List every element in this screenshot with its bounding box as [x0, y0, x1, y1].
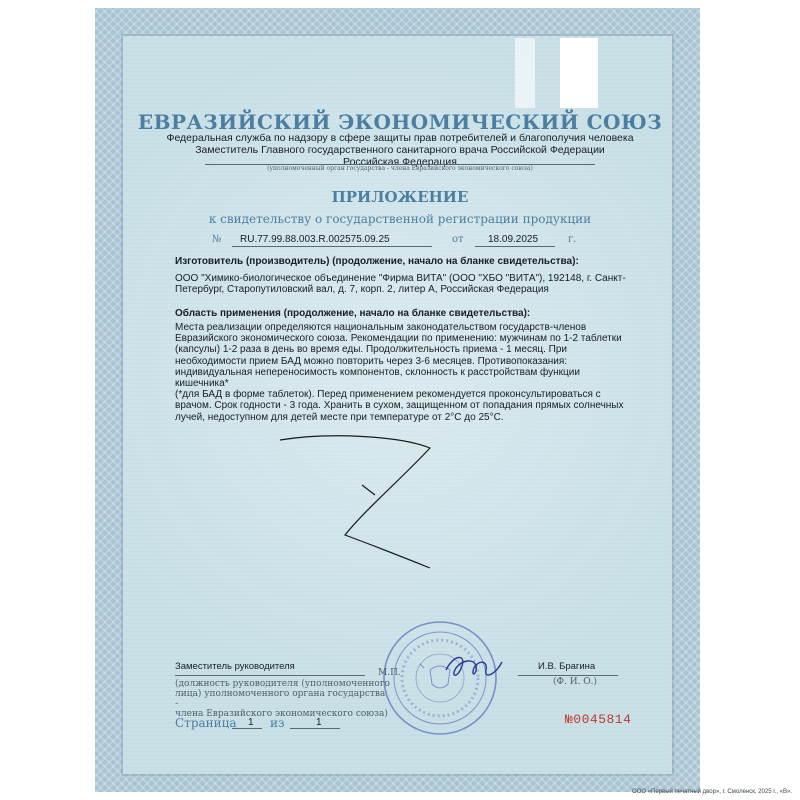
manufacturer-heading: Изготовитель (производитель) (продолжение, начало на бланке свидетельства): [175, 256, 579, 267]
number-label: № [212, 234, 222, 245]
date-label: от [452, 234, 464, 245]
page-label: Страница [175, 716, 237, 730]
page-of-label: из [270, 716, 285, 730]
scope-heading: Область применения (продолжение, начало на бланке свидетельства): [175, 308, 531, 319]
signer-name: И.В. Брагина [538, 661, 596, 672]
position-underline [175, 675, 365, 676]
agency-line: Заместитель Главного государственного санитарного врача Российской Федерации [195, 144, 605, 156]
name-underline [518, 675, 618, 676]
page-current-underline [232, 728, 262, 729]
scope-text: Места реализации определяются национальным законодательством государств-членов Евразийского экономического союза. Рекомендации по применению: мужчинам по 1-2 таблетки (капсулы) 1-2 раза в день во время еды. Продолжительность приема - 1 месяц. При необходимости прием БАД можно повторить через 3-6 месяцев. Противопоказания: индивидуальная непереносимость компонентов, склонность к расстройствам функции кишечника* (*для БАД в форме таблеток). Перед применением рекомендуется проконсультироваться с врачом. Срок годности - 3 года. Хранить в сухом, защищенном от попадания прямых солнечных лучей, недоступном для детей месте при температуре от 2°С до 25°С. [175, 322, 624, 423]
page-total-underline [290, 728, 340, 729]
agency-line: Российская Федерация [343, 156, 457, 168]
manufacturer-text: ООО "Химико-биологическое объединение "Фирма ВИТА" (ООО "ХБО "ВИТА"), 192148, г. Санкт- Петербург, Старопутиловский вал, д. 7, корп. 2, литер А, Российская Федерация [175, 273, 626, 296]
page-total: 1 [316, 717, 322, 728]
year-suffix: г. [568, 234, 577, 245]
form-serial-number: №0045814 [565, 712, 632, 727]
union-title: ЕВРАЗИЙСКИЙ ЭКОНОМИЧЕСКИЙ СОЮЗ [137, 110, 663, 134]
page-current: 1 [248, 717, 254, 728]
handwritten-signature [440, 648, 510, 688]
registration-number: RU.77.99.88.003.R.002575.09.25 [240, 234, 390, 245]
appendix-title: ПРИЛОЖЕНИЕ [331, 188, 469, 206]
agency-line: Федеральная служба по надзору в сфере защиты прав потребителей и благополучия человека [166, 132, 634, 144]
signer-position: Заместитель руководителя [175, 661, 295, 672]
fio-caption: (Ф. И. О.) [553, 677, 598, 687]
appendix-subtitle: к свидетельству о государственной регистрации продукции [208, 212, 592, 226]
position-caption: (должность руководителя (уполномоченного лица) уполномоченного органа государства - члена Евразийского экономического союза) [175, 679, 390, 719]
agency-caption: (уполномоченный орган государства - члена Евразийского экономического союза) [267, 165, 533, 172]
printer-footer: ООО «Первый печатный двор», г. Смоленск, 2025 г., «В». [632, 789, 792, 795]
mp-mark: М.П. [378, 668, 401, 678]
registration-date: 18.09.2025 [488, 234, 539, 245]
